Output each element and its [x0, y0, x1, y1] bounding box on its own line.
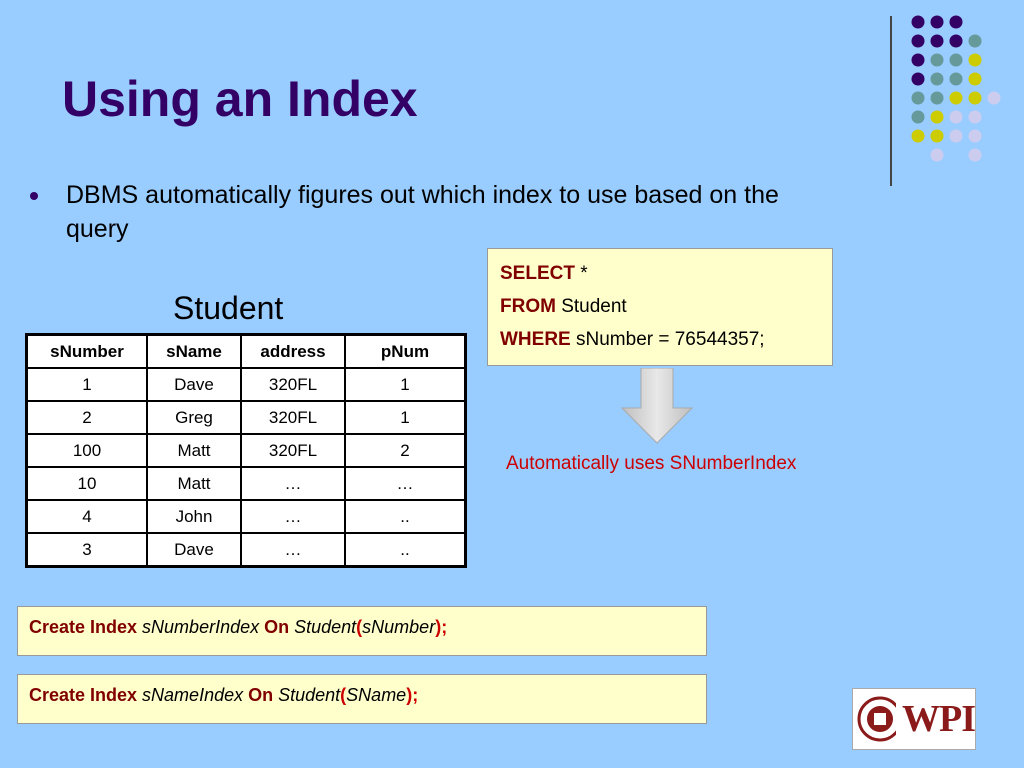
decorative-dot	[969, 35, 982, 48]
paren-open: (	[340, 685, 347, 705]
from-line	[500, 290, 820, 323]
table-cell: …	[241, 500, 345, 533]
column-header: address	[241, 335, 345, 369]
decorative-dot	[969, 73, 982, 86]
table-cell: …	[241, 467, 345, 500]
decorative-dot	[969, 149, 982, 162]
decorative-dot	[931, 149, 944, 162]
decorative-divider	[890, 16, 892, 186]
decorative-dot	[912, 73, 925, 86]
bullet-point	[30, 178, 810, 246]
where-line	[500, 323, 820, 356]
table-header-row	[27, 335, 466, 369]
decorative-dot	[950, 35, 963, 48]
sql-query-box	[487, 248, 833, 366]
decorative-dot	[950, 54, 963, 67]
paren-close: );	[435, 617, 448, 637]
table-cell: 10	[27, 467, 148, 500]
column-name: SName	[346, 685, 407, 705]
bullet-text: DBMS automatically figures out which index to use based on the query	[66, 181, 779, 243]
decorative-dot	[950, 16, 963, 29]
column-name: sNumber	[362, 617, 436, 637]
decorative-dot	[912, 92, 925, 105]
index-name: sNumberIndex	[137, 617, 260, 637]
student-table	[25, 333, 467, 568]
table-cell: Dave	[147, 368, 241, 401]
decorative-dot	[969, 54, 982, 67]
table-cell: Matt	[147, 467, 241, 500]
decorative-dot	[912, 111, 925, 124]
down-arrow-icon	[620, 368, 694, 444]
sql-keyword: SELECT	[500, 263, 575, 284]
table-cell: ..	[345, 500, 466, 533]
sql-text: sNumber = 76544357;	[570, 329, 765, 350]
paren-open: (	[356, 617, 363, 637]
table-caption: Student	[173, 290, 284, 326]
decorative-dot	[912, 54, 925, 67]
table-row	[27, 401, 466, 434]
decorative-dot	[931, 92, 944, 105]
paren-close: );	[406, 685, 419, 705]
column-header: sNumber	[27, 335, 148, 369]
wpi-logo-text: WPI	[902, 698, 975, 740]
decorative-dot	[931, 35, 944, 48]
table-cell: Greg	[147, 401, 241, 434]
table-cell: …	[241, 533, 345, 567]
table-name: Student	[289, 617, 357, 637]
decorative-dot	[931, 16, 944, 29]
table-row	[27, 500, 466, 533]
table-cell: 1	[27, 368, 148, 401]
create-index-snumber-box	[17, 606, 707, 656]
decorative-dot	[988, 92, 1001, 105]
table-cell: 4	[27, 500, 148, 533]
table-cell: 320FL	[241, 434, 345, 467]
wpi-seal-icon	[857, 696, 896, 742]
sql-keyword: Create Index	[29, 685, 138, 705]
decorative-dot	[912, 35, 925, 48]
sql-keyword: On	[243, 685, 274, 705]
wpi-logo	[852, 688, 976, 750]
create-index-sname-box	[17, 674, 707, 724]
auto-index-note: Automatically uses SNumberIndex	[506, 453, 797, 474]
sql-keyword: On	[259, 617, 290, 637]
column-header: sName	[147, 335, 241, 369]
table-cell: John	[147, 500, 241, 533]
bullet-dot-icon	[30, 192, 38, 200]
table-cell: 100	[27, 434, 148, 467]
table-cell: 1	[345, 368, 466, 401]
decorative-dot	[969, 111, 982, 124]
table-row	[27, 368, 466, 401]
index-name: sNameIndex	[137, 685, 244, 705]
table-cell: …	[345, 467, 466, 500]
table-name: Student	[273, 685, 341, 705]
decorative-dot	[969, 92, 982, 105]
sql-text: *	[574, 263, 588, 284]
slide-title: Using an Index	[62, 71, 418, 127]
decorative-dot	[969, 130, 982, 143]
decorative-dot	[912, 16, 925, 29]
sql-keyword: WHERE	[500, 329, 571, 350]
decorative-dot	[931, 111, 944, 124]
decorative-dot	[931, 54, 944, 67]
table-cell: Matt	[147, 434, 241, 467]
table-row	[27, 434, 466, 467]
table-cell: 3	[27, 533, 148, 567]
sql-text: Student	[555, 296, 627, 317]
table-row	[27, 533, 466, 567]
table-row	[27, 467, 466, 500]
table-cell: 2	[27, 401, 148, 434]
column-header: pNum	[345, 335, 466, 369]
sql-keyword: FROM	[500, 296, 556, 317]
table-cell: 320FL	[241, 401, 345, 434]
table-cell: Dave	[147, 533, 241, 567]
decorative-dot	[931, 130, 944, 143]
decorative-dot	[950, 130, 963, 143]
table-cell: 2	[345, 434, 466, 467]
decorative-dot	[950, 73, 963, 86]
decorative-dot	[931, 73, 944, 86]
decorative-dot	[950, 92, 963, 105]
sql-keyword: Create Index	[29, 617, 138, 637]
decorative-dot	[950, 111, 963, 124]
decorative-dot	[912, 130, 925, 143]
table-cell: 320FL	[241, 368, 345, 401]
select-line	[500, 257, 820, 290]
table-cell: ..	[345, 533, 466, 567]
table-cell: 1	[345, 401, 466, 434]
